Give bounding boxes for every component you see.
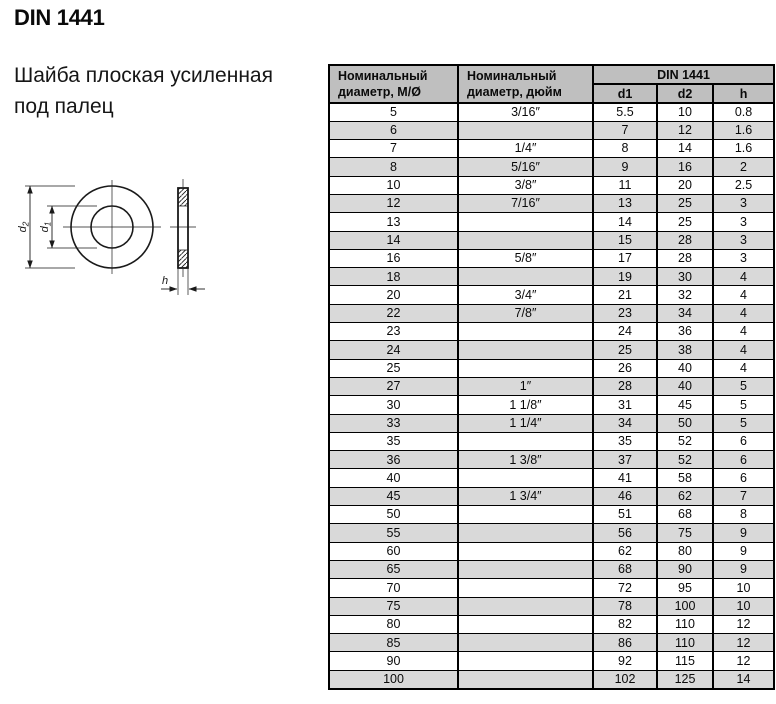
h-cell: 4 xyxy=(713,341,774,359)
table-row xyxy=(329,377,774,395)
table-row xyxy=(329,103,774,121)
d1-cell: 62 xyxy=(593,542,657,560)
h-cell: 10 xyxy=(713,579,774,597)
d1-cell: 35 xyxy=(593,432,657,450)
nominal-mm-cell: 100 xyxy=(329,670,458,688)
nominal-mm-cell: 35 xyxy=(329,432,458,450)
d1-cell: 56 xyxy=(593,524,657,542)
nominal-inch-cell xyxy=(458,560,593,578)
spec-table-header xyxy=(329,65,774,103)
d2-cell: 10 xyxy=(657,103,713,121)
nominal-mm-cell: 70 xyxy=(329,579,458,597)
nominal-inch-cell: 1 3/4″ xyxy=(458,487,593,505)
d2-cell: 36 xyxy=(657,323,713,341)
d1-cell: 82 xyxy=(593,615,657,633)
d1-cell: 17 xyxy=(593,249,657,267)
nominal-mm-cell: 90 xyxy=(329,652,458,670)
h-cell: 3 xyxy=(713,194,774,212)
table-row xyxy=(329,560,774,578)
table-row xyxy=(329,176,774,194)
d1-cell: 34 xyxy=(593,414,657,432)
d2-cell: 50 xyxy=(657,414,713,432)
nominal-mm-cell: 55 xyxy=(329,524,458,542)
nominal-inch-cell xyxy=(458,469,593,487)
d1-cell: 72 xyxy=(593,579,657,597)
table-row xyxy=(329,304,774,322)
d2-cell: 38 xyxy=(657,341,713,359)
d2-cell: 100 xyxy=(657,597,713,615)
nominal-inch-cell xyxy=(458,524,593,542)
d2-cell: 110 xyxy=(657,615,713,633)
table-row xyxy=(329,359,774,377)
nominal-inch-cell xyxy=(458,341,593,359)
nominal-mm-cell: 10 xyxy=(329,176,458,194)
h-cell: 3 xyxy=(713,249,774,267)
page-subtitle-line-1: Шайба плоская усиленная xyxy=(14,64,273,87)
nominal-inch-cell xyxy=(458,359,593,377)
nominal-inch-cell xyxy=(458,670,593,688)
h-cell: 7 xyxy=(713,487,774,505)
nominal-mm-cell: 25 xyxy=(329,359,458,377)
side-hole-edges xyxy=(178,206,188,250)
h-cell: 4 xyxy=(713,268,774,286)
header-d2: d2 xyxy=(657,84,713,103)
nominal-inch-cell: 1/4″ xyxy=(458,140,593,158)
table-row xyxy=(329,506,774,524)
nominal-inch-cell: 3/4″ xyxy=(458,286,593,304)
header-d1: d1 xyxy=(593,84,657,103)
table-row xyxy=(329,634,774,652)
washer-technical-drawing xyxy=(15,173,215,305)
h-cell: 3 xyxy=(713,231,774,249)
d2-cell: 75 xyxy=(657,524,713,542)
nominal-inch-cell: 1″ xyxy=(458,377,593,395)
h-cell: 4 xyxy=(713,286,774,304)
d2-cell: 115 xyxy=(657,652,713,670)
d1-cell: 28 xyxy=(593,377,657,395)
din1441-spec-table xyxy=(328,64,775,690)
h-cell: 1.6 xyxy=(713,140,774,158)
nominal-mm-cell: 23 xyxy=(329,323,458,341)
d1-cell: 19 xyxy=(593,268,657,286)
d1-cell: 5.5 xyxy=(593,103,657,121)
table-row xyxy=(329,469,774,487)
table-row xyxy=(329,231,774,249)
d2-cell: 52 xyxy=(657,432,713,450)
d2-cell: 45 xyxy=(657,396,713,414)
side-section-hatch-bottom xyxy=(178,250,188,268)
h-cell: 5 xyxy=(713,414,774,432)
d1-cell: 92 xyxy=(593,652,657,670)
table-row xyxy=(329,414,774,432)
nominal-mm-cell: 5 xyxy=(329,103,458,121)
spec-table-body xyxy=(329,103,774,689)
d2-cell: 28 xyxy=(657,249,713,267)
table-row xyxy=(329,615,774,633)
h-cell: 4 xyxy=(713,304,774,322)
h-cell: 4 xyxy=(713,359,774,377)
h-cell: 9 xyxy=(713,542,774,560)
h-cell: 0.8 xyxy=(713,103,774,121)
d1-cell: 102 xyxy=(593,670,657,688)
d1-cell: 68 xyxy=(593,560,657,578)
nominal-inch-cell xyxy=(458,231,593,249)
table-row xyxy=(329,652,774,670)
nominal-mm-cell: 36 xyxy=(329,451,458,469)
h-cell: 6 xyxy=(713,451,774,469)
nominal-mm-cell: 65 xyxy=(329,560,458,578)
table-row xyxy=(329,542,774,560)
h-cell: 9 xyxy=(713,524,774,542)
d1-cell: 9 xyxy=(593,158,657,176)
nominal-mm-cell: 60 xyxy=(329,542,458,560)
table-row xyxy=(329,158,774,176)
d2-cell: 68 xyxy=(657,506,713,524)
header-group-din1441: DIN 1441 xyxy=(593,65,774,84)
nominal-mm-cell: 75 xyxy=(329,597,458,615)
d1-cell: 25 xyxy=(593,341,657,359)
d1-cell: 37 xyxy=(593,451,657,469)
nominal-mm-cell: 18 xyxy=(329,268,458,286)
nominal-inch-cell xyxy=(458,268,593,286)
header-nominal-metric: Номинальный диаметр, М/Ø xyxy=(329,65,458,103)
d1-cell: 86 xyxy=(593,634,657,652)
table-row xyxy=(329,670,774,688)
d2-dimension-label: $d_2$ xyxy=(17,221,31,233)
nominal-inch-cell xyxy=(458,615,593,633)
d2-cell: 12 xyxy=(657,121,713,139)
d1-cell: 31 xyxy=(593,396,657,414)
d1-cell: 11 xyxy=(593,176,657,194)
nominal-inch-cell xyxy=(458,652,593,670)
d2-cell: 30 xyxy=(657,268,713,286)
nominal-mm-cell: 7 xyxy=(329,140,458,158)
table-row xyxy=(329,524,774,542)
d1-cell: 51 xyxy=(593,506,657,524)
h-cell: 4 xyxy=(713,323,774,341)
d1-cell: 23 xyxy=(593,304,657,322)
h-cell: 2.5 xyxy=(713,176,774,194)
side-section-hatch-top xyxy=(178,188,188,206)
table-row xyxy=(329,121,774,139)
nominal-mm-cell: 40 xyxy=(329,469,458,487)
d2-cell: 80 xyxy=(657,542,713,560)
d2-cell: 95 xyxy=(657,579,713,597)
d1-cell: 14 xyxy=(593,213,657,231)
d1-cell: 21 xyxy=(593,286,657,304)
table-row xyxy=(329,341,774,359)
d1-cell: 41 xyxy=(593,469,657,487)
d2-cell: 62 xyxy=(657,487,713,505)
header-h: h xyxy=(713,84,774,103)
table-row xyxy=(329,140,774,158)
h-cell: 8 xyxy=(713,506,774,524)
nominal-inch-cell xyxy=(458,432,593,450)
d2-cell: 32 xyxy=(657,286,713,304)
nominal-mm-cell: 6 xyxy=(329,121,458,139)
nominal-inch-cell: 1 1/4″ xyxy=(458,414,593,432)
nominal-inch-cell xyxy=(458,579,593,597)
d1-cell: 13 xyxy=(593,194,657,212)
d1-cell: 46 xyxy=(593,487,657,505)
d1-cell: 7 xyxy=(593,121,657,139)
d2-cell: 16 xyxy=(657,158,713,176)
nominal-inch-cell: 5/16″ xyxy=(458,158,593,176)
page-title: DIN 1441 xyxy=(14,5,105,30)
table-row xyxy=(329,432,774,450)
h-cell: 1.6 xyxy=(713,121,774,139)
d1-cell: 8 xyxy=(593,140,657,158)
nominal-mm-cell: 24 xyxy=(329,341,458,359)
d2-cell: 40 xyxy=(657,377,713,395)
nominal-mm-cell: 33 xyxy=(329,414,458,432)
nominal-inch-cell xyxy=(458,121,593,139)
h-cell: 3 xyxy=(713,213,774,231)
nominal-inch-cell: 3/16″ xyxy=(458,103,593,121)
d2-cell: 90 xyxy=(657,560,713,578)
h-cell: 9 xyxy=(713,560,774,578)
page-subtitle-line-2: под палец xyxy=(14,95,114,118)
h-cell: 2 xyxy=(713,158,774,176)
nominal-mm-cell: 85 xyxy=(329,634,458,652)
h-cell: 12 xyxy=(713,615,774,633)
nominal-inch-cell xyxy=(458,597,593,615)
nominal-inch-cell: 7/8″ xyxy=(458,304,593,322)
nominal-mm-cell: 8 xyxy=(329,158,458,176)
d1-cell: 26 xyxy=(593,359,657,377)
d2-cell: 110 xyxy=(657,634,713,652)
nominal-mm-cell: 30 xyxy=(329,396,458,414)
h-cell: 6 xyxy=(713,469,774,487)
page-subtitle xyxy=(14,60,273,122)
h-cell: 5 xyxy=(713,377,774,395)
d1-dimension-label: $d_1$ xyxy=(39,221,53,233)
nominal-inch-cell xyxy=(458,213,593,231)
h-cell: 6 xyxy=(713,432,774,450)
spec-table-container xyxy=(328,64,775,690)
table-row xyxy=(329,268,774,286)
nominal-inch-cell xyxy=(458,634,593,652)
d1-cell: 24 xyxy=(593,323,657,341)
nominal-mm-cell: 45 xyxy=(329,487,458,505)
table-row xyxy=(329,194,774,212)
table-row xyxy=(329,579,774,597)
nominal-mm-cell: 50 xyxy=(329,506,458,524)
nominal-inch-cell: 1 1/8″ xyxy=(458,396,593,414)
table-row xyxy=(329,323,774,341)
d1-cell: 78 xyxy=(593,597,657,615)
nominal-inch-cell xyxy=(458,506,593,524)
table-row xyxy=(329,451,774,469)
nominal-mm-cell: 12 xyxy=(329,194,458,212)
h-cell: 12 xyxy=(713,652,774,670)
nominal-inch-cell: 5/8″ xyxy=(458,249,593,267)
d1-cell: 15 xyxy=(593,231,657,249)
h-cell: 5 xyxy=(713,396,774,414)
table-row xyxy=(329,286,774,304)
table-row xyxy=(329,487,774,505)
table-row xyxy=(329,396,774,414)
table-row xyxy=(329,249,774,267)
d2-cell: 25 xyxy=(657,194,713,212)
h-dimension-label: h xyxy=(161,275,169,287)
nominal-inch-cell: 3/8″ xyxy=(458,176,593,194)
nominal-mm-cell: 27 xyxy=(329,377,458,395)
d2-cell: 20 xyxy=(657,176,713,194)
d2-cell: 58 xyxy=(657,469,713,487)
nominal-inch-cell: 1 3/8″ xyxy=(458,451,593,469)
table-row xyxy=(329,213,774,231)
d2-cell: 125 xyxy=(657,670,713,688)
d2-cell: 14 xyxy=(657,140,713,158)
d2-cell: 40 xyxy=(657,359,713,377)
header-nominal-inch: Номинальный диаметр, дюйм xyxy=(458,65,593,103)
table-row xyxy=(329,597,774,615)
nominal-inch-cell: 7/16″ xyxy=(458,194,593,212)
nominal-inch-cell xyxy=(458,542,593,560)
nominal-mm-cell: 13 xyxy=(329,213,458,231)
d2-cell: 34 xyxy=(657,304,713,322)
d2-cell: 52 xyxy=(657,451,713,469)
h-cell: 14 xyxy=(713,670,774,688)
h-cell: 12 xyxy=(713,634,774,652)
nominal-mm-cell: 80 xyxy=(329,615,458,633)
d2-cell: 28 xyxy=(657,231,713,249)
nominal-inch-cell xyxy=(458,323,593,341)
nominal-mm-cell: 14 xyxy=(329,231,458,249)
nominal-mm-cell: 20 xyxy=(329,286,458,304)
nominal-mm-cell: 16 xyxy=(329,249,458,267)
nominal-mm-cell: 22 xyxy=(329,304,458,322)
h-cell: 10 xyxy=(713,597,774,615)
d2-cell: 25 xyxy=(657,213,713,231)
